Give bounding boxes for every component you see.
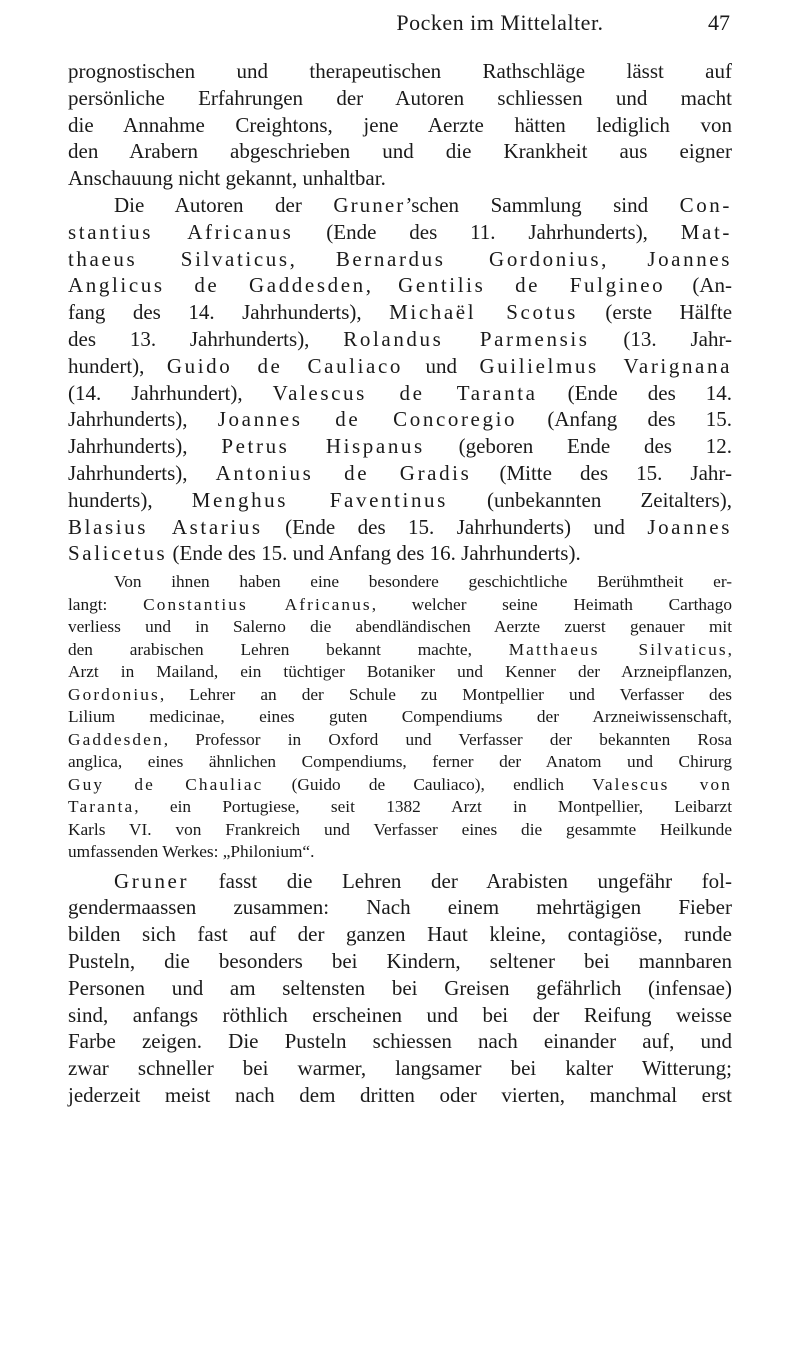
text-line: Personen und am seltensten bei Greisen gefährlich (infensae) <box>68 975 732 1000</box>
paragraph-3 <box>68 868 732 1109</box>
text-line: Taranta, ein Portugiese, seit 1382 Arzt in Montpellier, Leibarzt <box>68 797 732 817</box>
running-title: Pocken im Mittelalter. <box>396 10 604 35</box>
page-number: 47 <box>708 10 730 35</box>
text-line: Jahrhunderts), Antonius de Gradis (Mitte des 15. Jahr- <box>68 460 732 485</box>
text-line: stantius Africanus (Ende des 11. Jahrhunderts), Mat- <box>68 219 732 244</box>
text-line: hundert), Guido de Cauliaco und Guilielmus Varignana <box>68 353 732 378</box>
text-line: Lilium medicinae, eines guten Compendiums der Arzneiwissenschaft, <box>68 707 732 727</box>
text-line: prognostischen und therapeutischen Rathschläge lässt auf <box>68 59 732 83</box>
text-line: des 13. Jahrhunderts), Rolandus Parmensis (13. Jahr- <box>68 326 733 351</box>
text-line: thaeus Silvaticus, Bernardus Gordonius, Joannes <box>68 246 732 271</box>
paragraph-2 <box>68 192 732 567</box>
text-line: Gordonius, Lehrer an der Schule zu Montpellier und Verfasser des <box>68 684 732 704</box>
text-line: umfassenden Werkes: „Philonium“. <box>68 842 315 862</box>
text-line: hunderts), Menghus Faventinus (unbekannten Zeitalters), <box>68 487 732 512</box>
text-line: den arabischen Lehren bekannt machte, Matthaeus Silvaticus, <box>68 639 732 659</box>
small-print-paragraph <box>68 571 732 864</box>
text-line: Guy de Chauliac (Guido de Cauliaco), endlich Valescus von <box>68 774 732 794</box>
body-text <box>68 58 732 1109</box>
text-line: persönliche Erfahrungen der Autoren schliessen und macht <box>68 85 732 110</box>
text-line: Anschauung nicht gekannt, unhaltbar. <box>68 166 386 191</box>
text-line: gendermaassen zusammen: Nach einem mehrtägigen Fieber <box>68 895 732 920</box>
text-line: Gaddesden, Professor in Oxford und Verfasser der bekannten Rosa <box>68 729 732 749</box>
text-line: (14. Jahrhundert), Valescus de Taranta (Ende des 14. <box>68 380 732 405</box>
text-line: langt: Constantius Africanus, welcher seine Heimath Carthago <box>68 594 732 614</box>
text-line: Jahrhunderts), Petrus Hispanus (geboren Ende des 12. <box>68 434 732 459</box>
text-line: Jahrhunderts), Joannes de Concoregio (Anfang des 15. <box>68 407 732 432</box>
text-line: sind, anfangs röthlich erscheinen und bei der Reifung weisse <box>68 1002 732 1027</box>
text-line: zwar schneller bei warmer, langsamer bei kalter Witterung; <box>68 1056 732 1081</box>
text-line: die Annahme Creightons, jene Aerzte hätten lediglich von <box>68 112 732 137</box>
text-line: jederzeit meist nach dem dritten oder vierten, manchmal erst <box>68 1083 732 1108</box>
text-line: Von ihnen haben eine besondere geschichtliche Berühmtheit er- <box>114 572 732 592</box>
text-line: fang des 14. Jahrhunderts), Michaël Scotus (erste Hälfte <box>68 300 733 325</box>
text-line: Die Autoren der Gruner’schen Sammlung sind Con- <box>114 192 732 217</box>
text-line: Farbe zeigen. Die Pusteln schiessen nach einander auf, und <box>68 1029 732 1054</box>
text-line: Karls VI. von Frankreich und Verfasser eines die gesammte Heilkunde <box>68 819 732 839</box>
text-line: Salicetus (Ende des 15. und Anfang des 16. Jahrhunderts). <box>68 541 581 566</box>
text-line: Pusteln, die besonders bei Kindern, seltener bei mannbaren <box>68 949 732 974</box>
text-line: Anglicus de Gaddesden, Gentilis de Fulgineo (An- <box>68 273 732 298</box>
text-line: Gruner fasst die Lehren der Arabisten ungefähr fol- <box>114 868 732 893</box>
text-line: Arzt in Mailand, ein tüchtiger Botaniker und Kenner der Arzneipflanzen, <box>68 662 732 682</box>
text-line: Blasius Astarius (Ende des 15. Jahrhunderts) und Joannes <box>68 514 732 539</box>
running-header <box>270 10 730 40</box>
text-line: verliess und in Salerno die abendländischen Aerzte zuerst genauer mit <box>68 617 732 637</box>
text-line: den Arabern abgeschrieben und die Krankheit aus eigner <box>68 139 732 164</box>
paragraph-1 <box>68 58 732 192</box>
text-line: bilden sich fast auf der ganzen Haut kleine, contagiöse, runde <box>68 922 732 947</box>
text-line: anglica, eines ähnlichen Compendiums, ferner der Anatom und Chirurg <box>68 752 732 772</box>
